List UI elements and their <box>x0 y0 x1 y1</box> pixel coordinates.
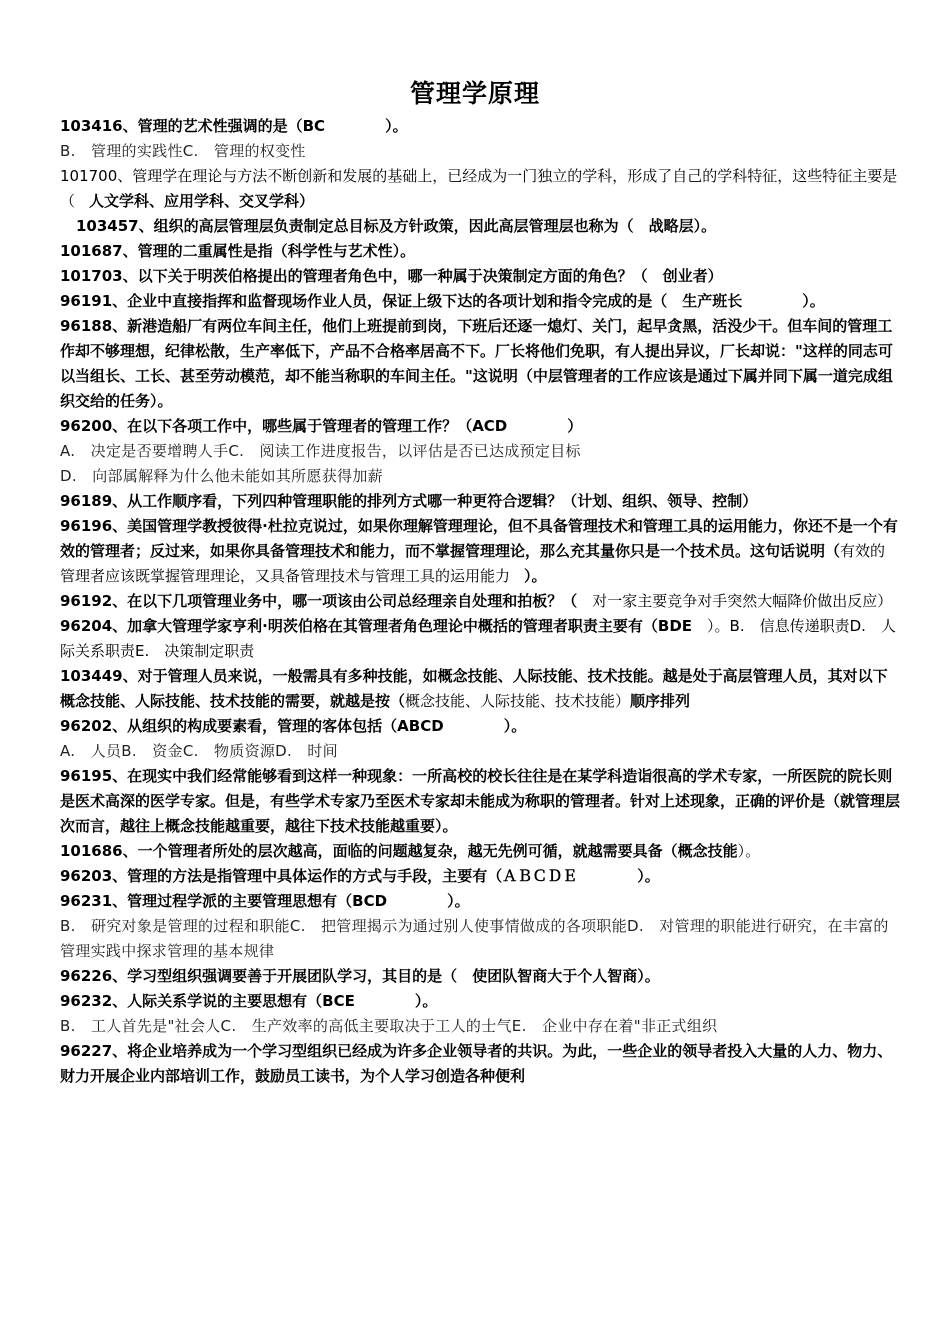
question-item: 101700、管理学在理论与方法不断创新和发展的基础上，已经成为一门独立的学科，形成了自己的学科特征，这些特征主要是（ 人文学科、应用学科、交叉学科） <box>60 167 898 210</box>
question-item: 96227、将企业培养成为一个学习型组织已经成为许多企业领导者的共识。为此，一些企业的领导者投入大量的人力、物力、财力开展企业内部培训工作，鼓励员工读书，为个人学习创造各种便利 <box>60 1042 893 1085</box>
answer-options: B. 工人首先是"社会人C. 生产效率的高低主要取决于工人的士气E. 企业中存在着"非正式组织 <box>60 1017 718 1035</box>
question-item: 101703、以下关于明茨伯格提出的管理者角色中，哪一种属于决策制定方面的角色？（ 创业者） <box>60 267 723 285</box>
question-item: 96196、美国管理学教授彼得·杜拉克说过，如果你理解管理理论，但不具备管理技术和管理工具的运用能力，你还不是一个有效的管理者；反过来，如果你具备管理技术和能力，而不掌握管理理论，那么充其量你只是一个技术员。这句话说明（有效的管理者应该既掌握管理理论，又具备管理技术与管理工具的运用能力 ）。 <box>60 517 898 585</box>
answer-options: D. 向部属解释为什么他未能如其所愿获得加薪 <box>60 467 383 485</box>
question-item: 103449、对于管理人员来说，一般需具有多种技能，如概念技能、人际技能、技术技能。越是处于高层管理人员，其对以下概念技能、人际技能、技术技能的需要，就越是按（概念技能、人际技能、技术技能）顺序排列 <box>60 667 888 710</box>
page-title: 管理学原理 <box>409 79 540 108</box>
question-item: 96204、加拿大管理学家亨利·明茨伯格在其管理者角色理论中概括的管理者职责主要有（BDE ）。B. 信息传递职责D. 人际关系职责E. 决策制定职责 <box>60 617 896 660</box>
answer-options: B. 研究对象是管理的过程和职能C. 把管理揭示为通过别人使事情做成的各项职能D. 对管理的职能进行研究，在丰富的管理实践中探求管理的基本规律 <box>60 917 889 960</box>
question-item: 103457、组织的高层管理层负责制定总目标及方针政策，因此高层管理层也称为（ 战略层）。 <box>76 217 717 235</box>
question-item: 101687、管理的二重属性是指（科学性与艺术性）。 <box>60 242 416 260</box>
question-item: 96202、从组织的构成要素看，管理的客体包括（ABCD ）。 <box>60 717 527 735</box>
question-item: 96195、在现实中我们经常能够看到这样一种现象：一所高校的校长往往是在某学科造诣很高的学术专家，一所医院的院长则是医术高深的医学专家。但是，有些学术专家乃至医术专家却未能成为称职的管理者。针对上述现象，正确的评价是（就管理层次而言，越往上概念技能越重要，越往下技术技能越重要）。 <box>60 767 901 835</box>
question-item: 103416、管理的艺术性强调的是（BC ）。 <box>60 117 408 135</box>
answer-options: A. 决定是否要增聘人手C. 阅读工作进度报告，以评估是否已达成预定目标 <box>60 442 581 460</box>
question-list <box>60 114 900 1089</box>
question-item: 96200、在以下各项工作中，哪些属于管理者的管理工作？（ACD ） <box>60 417 583 435</box>
question-item: 96188、新港造船厂有两位车间主任，他们上班提前到岗，下班后还逐一熄灯、关门，起早贪黑，活没少干。但车间的管理工作却不够理想，纪律松散，生产率低下，产品不合格率居高不下。厂长将他们免职，有人提出异议，厂长却说："这样的同志可以当组长、工长、甚至劳动模范，却不能当称职的车间主任。"这说明（中层管理者的工作应该是通过下属并同下属一道完成组织交给的任务）。 <box>60 317 893 410</box>
question-item: 96231、管理过程学派的主要管理思想有（BCD ）。 <box>60 892 470 910</box>
question-item: 101686、一个管理者所处的层次越高，面临的问题越复杂，越无先例可循，就越需要具备（概念技能）。 <box>60 842 761 860</box>
question-item: 96232、人际关系学说的主要思想有（BCE ）。 <box>60 992 438 1010</box>
question-item: 96189、从工作顺序看，下列四种管理职能的排列方式哪一种更符合逻辑？（计划、组织、领导、控制） <box>60 492 758 510</box>
answer-options: A. 人员B. 资金C. 物质资源D. 时间 <box>60 742 338 760</box>
question-item: 96192、在以下几项管理业务中，哪一项该由公司总经理亲自处理和拍板？（ 对一家主要竞争对手突然大幅降价做出反应） <box>60 592 893 610</box>
question-item: 96226、学习型组织强调要善于开展团队学习，其目的是（ 使团队智商大于个人智商）。 <box>60 967 660 985</box>
answer-options: B. 管理的实践性C. 管理的权变性 <box>60 142 306 160</box>
question-item: 96203、管理的方法是指管理中具体运作的方式与手段，主要有（ＡＢＣＤＥ ）。 <box>60 867 660 885</box>
question-item: 96191、企业中直接指挥和监督现场作业人员，保证上级下达的各项计划和指令完成的是（ 生产班长 ）。 <box>60 292 825 310</box>
